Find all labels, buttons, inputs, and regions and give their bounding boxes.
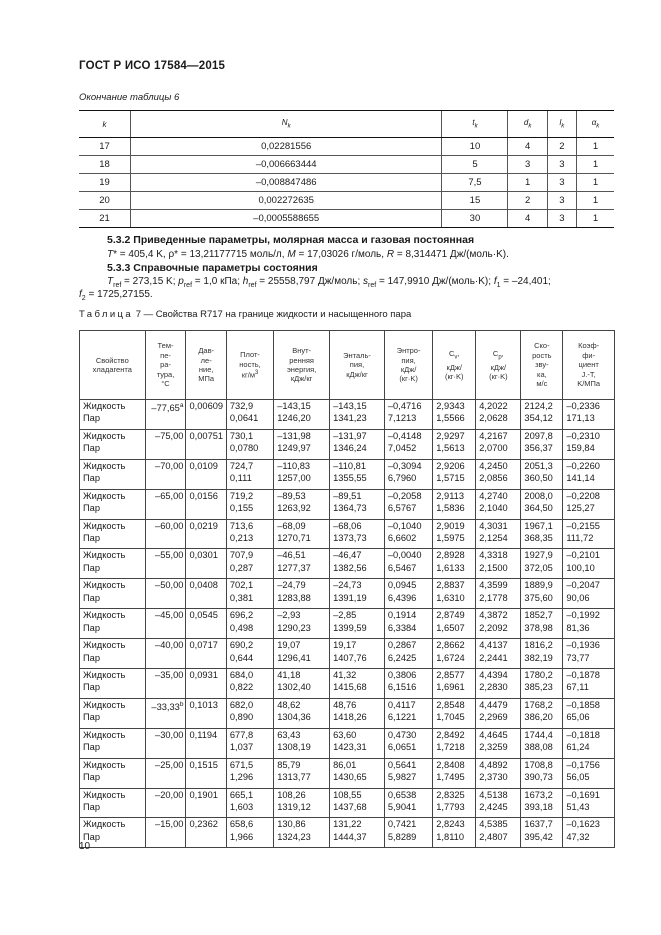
table6-cell: 2: [547, 138, 576, 156]
cv-cell: 2,9343 1,5566: [433, 400, 476, 430]
state-label-cell: Жидкость Пар: [80, 609, 146, 639]
density-cell: 724,7 0,111: [226, 459, 273, 489]
joule-thomson-cell: –0,2155 111,72: [563, 519, 615, 549]
internal-energy-cell: –68,09 1270,71: [274, 519, 330, 549]
internal-energy-cell: –143,15 1246,20: [274, 400, 330, 430]
table6-cell: 3: [547, 174, 576, 192]
joule-thomson-cell: –0,2101 100,10: [563, 549, 615, 579]
table6-cell: –0,006663444: [130, 156, 441, 174]
joule-thomson-cell: –0,2310 159,84: [563, 429, 615, 459]
sound-speed-cell: 1816,2 382,19: [521, 639, 563, 669]
cv-cell: 2,9113 1,5836: [433, 489, 476, 519]
temperature-cell: –40,00: [145, 639, 186, 669]
entropy-cell: 0,2867 6,2425: [384, 639, 432, 669]
joule-thomson-cell: –0,1858 65,06: [563, 698, 615, 728]
temperature-cell: –50,00: [145, 579, 186, 609]
table6-cell: 3: [508, 156, 547, 174]
table6-cell: 4: [508, 210, 547, 228]
table6-cell: 1: [577, 174, 615, 192]
pressure-cell: 0,1013: [186, 698, 226, 728]
internal-energy-cell: 108,26 1319,12: [274, 788, 330, 818]
table7-row: [80, 519, 615, 549]
entropy-cell: –0,4148 7,0452: [384, 429, 432, 459]
enthalpy-cell: 86,01 1430,65: [330, 758, 385, 788]
cv-cell: 2,8662 1,6724: [433, 639, 476, 669]
state-label-cell: Жидкость Пар: [80, 758, 146, 788]
cp-cell: 4,3872 2,2092: [476, 609, 521, 639]
cv-cell: 2,9019 1,5975: [433, 519, 476, 549]
table6-col-header: k: [79, 111, 130, 138]
entropy-cell: –0,2058 6,5767: [384, 489, 432, 519]
cv-cell: 2,9297 1,5613: [433, 429, 476, 459]
section-5-3-3-text-cont: $f_2 = 1725,27155$.: [79, 289, 153, 302]
cp-cell: 4,4645 2,3259: [476, 728, 521, 758]
pressure-cell: 0,0156: [186, 489, 226, 519]
pressure-cell: 0,0545: [186, 609, 226, 639]
document-title: ГОСТ Р ИСО 17584—2015: [79, 60, 226, 72]
enthalpy-cell: –2,85 1399,59: [330, 609, 385, 639]
table6-row: [79, 174, 614, 192]
sound-speed-cell: 1708,8 390,73: [521, 758, 563, 788]
col-header-property: Свойство хладагента: [80, 331, 146, 400]
joule-thomson-cell: –0,2208 125,27: [563, 489, 615, 519]
internal-energy-cell: 19,07 1296,41: [274, 639, 330, 669]
temperature-cell: –45,00: [145, 609, 186, 639]
internal-energy-cell: –2,93 1290,23: [274, 609, 330, 639]
table7-row: [80, 728, 615, 758]
internal-energy-cell: 130,86 1324,23: [274, 818, 330, 848]
section-5-3-3-text: $T_{ref} = 273,15$ K; $p_{ref} = 1,0$ кПа; $h_{ref} = 25558,797$ Дж/моль; $s_{ref} = 147,9910$ Дж/(моль·K); $f_1 = -24,401$;: [107, 276, 551, 289]
state-label-cell: Жидкость Пар: [80, 400, 146, 430]
enthalpy-cell: –110,81 1355,55: [330, 459, 385, 489]
sound-speed-cell: 1967,1 368,35: [521, 519, 563, 549]
pressure-cell: 0,0219: [186, 519, 226, 549]
enthalpy-cell: 131,22 1444,37: [330, 818, 385, 848]
sound-speed-cell: 2008,0 364,50: [521, 489, 563, 519]
table7-header-row: [80, 331, 615, 400]
col-header-entropy: Энтро- пия, кДж/ (кг·K): [384, 331, 432, 400]
table7-row: [80, 489, 615, 519]
cp-cell: 4,4479 2,2969: [476, 698, 521, 728]
cp-cell: 4,5138 2,4245: [476, 788, 521, 818]
table6-col-header: $\alpha_k$: [577, 111, 615, 138]
density-cell: 707,9 0,287: [226, 549, 273, 579]
table6-col-header: $l_k$: [547, 111, 576, 138]
section-5-3-3-heading: 5.3.3 Справочные параметры состояния: [107, 262, 318, 274]
section-5-3-2-heading: 5.3.2 Приведенные параметры, молярная масса и газовая постоянная: [107, 234, 475, 246]
enthalpy-cell: –24,73 1391,19: [330, 579, 385, 609]
pressure-cell: 0,00609: [186, 400, 226, 430]
sound-speed-cell: 1637,7 395,42: [521, 818, 563, 848]
table6-col-header: $N_k$: [130, 111, 441, 138]
sound-speed-cell: 1744,4 388,08: [521, 728, 563, 758]
table7-row: [80, 669, 615, 699]
internal-energy-cell: –110,83 1257,00: [274, 459, 330, 489]
table6-cell: 1: [577, 156, 615, 174]
internal-energy-cell: –89,53 1263,92: [274, 489, 330, 519]
internal-energy-cell: 48,62 1304,36: [274, 698, 330, 728]
joule-thomson-cell: –0,2336 171,13: [563, 400, 615, 430]
entropy-cell: 0,4117 6,1221: [384, 698, 432, 728]
sound-speed-cell: 2051,3 360,50: [521, 459, 563, 489]
entropy-cell: –0,3094 6,7960: [384, 459, 432, 489]
joule-thomson-cell: –0,1936 73,77: [563, 639, 615, 669]
table6-caption: Окончание таблицы 6: [79, 92, 180, 103]
density-cell: 719,2 0,155: [226, 489, 273, 519]
density-cell: 690,2 0,644: [226, 639, 273, 669]
entropy-cell: 0,0945 6,4396: [384, 579, 432, 609]
table6-row: [79, 210, 614, 228]
pressure-cell: 0,0301: [186, 549, 226, 579]
table6-cell: 15: [442, 192, 508, 210]
cv-cell: 2,8492 1,7218: [433, 728, 476, 758]
temperature-cell: –35,00: [145, 669, 186, 699]
cp-cell: 4,5385 2,4807: [476, 818, 521, 848]
enthalpy-cell: –68,06 1373,73: [330, 519, 385, 549]
table6-row: [79, 156, 614, 174]
table7-row: [80, 698, 615, 728]
table6-cell: 21: [79, 210, 130, 228]
joule-thomson-cell: –0,1691 51,43: [563, 788, 615, 818]
table6-cell: 17: [99, 141, 110, 152]
state-label-cell: Жидкость Пар: [80, 818, 146, 848]
state-label-cell: Жидкость Пар: [80, 549, 146, 579]
section-5-3-2-text: T* = 405,4 K, ρ* = 13,21177715 моль/л, M = 17,03026 г/моль, R = 8,314471 Дж/(моль·K).: [107, 249, 509, 260]
table6-col-header: $t_k$: [442, 111, 508, 138]
table6-cell: 3: [547, 210, 576, 228]
internal-energy-cell: –24,79 1283,88: [274, 579, 330, 609]
joule-thomson-cell: –0,2260 141,14: [563, 459, 615, 489]
enthalpy-cell: 63,60 1423,31: [330, 728, 385, 758]
table6-cell: 2: [508, 192, 547, 210]
state-label-cell: Жидкость Пар: [80, 579, 146, 609]
table7-row: [80, 609, 615, 639]
density-cell: 658,6 1,966: [226, 818, 273, 848]
table6-cell: –0,008847486: [130, 174, 441, 192]
table7-row: [80, 818, 615, 848]
cp-cell: 4,4394 2,2830: [476, 669, 521, 699]
table7-row: [80, 429, 615, 459]
table7-row: [80, 579, 615, 609]
state-label-cell: Жидкость Пар: [80, 429, 146, 459]
density-cell: 702,1 0,381: [226, 579, 273, 609]
col-header-sound-speed: Ско- рость зву- ка, м/с: [521, 331, 563, 400]
joule-thomson-cell: –0,1878 67,11: [563, 669, 615, 699]
table6-cell: 20: [79, 192, 130, 210]
temperature-cell: –75,00: [145, 429, 186, 459]
table7-row: [80, 758, 615, 788]
table6-cell: 19: [79, 174, 130, 192]
temperature-cell: –33,33$^b$: [145, 698, 186, 728]
internal-energy-cell: –46,51 1277,37: [274, 549, 330, 579]
table6-cell: 10: [442, 138, 508, 156]
entropy-cell: 0,5641 5,9827: [384, 758, 432, 788]
table7-row: [80, 788, 615, 818]
sound-speed-cell: 1780,2 385,23: [521, 669, 563, 699]
cv-cell: 2,8577 1,6961: [433, 669, 476, 699]
cv-cell: 2,8408 1,7495: [433, 758, 476, 788]
joule-thomson-cell: –0,2047 90,06: [563, 579, 615, 609]
enthalpy-cell: 19,17 1407,76: [330, 639, 385, 669]
density-cell: 713,6 0,213: [226, 519, 273, 549]
joule-thomson-cell: –0,1623 47,32: [563, 818, 615, 848]
joule-thomson-cell: –0,1992 81,36: [563, 609, 615, 639]
cv-cell: 2,8325 1,7793: [433, 788, 476, 818]
cv-cell: 2,8928 1,6133: [433, 549, 476, 579]
table6-cell: 3: [547, 156, 576, 174]
table6-cell: 18: [79, 156, 130, 174]
cp-cell: 4,3599 2,1778: [476, 579, 521, 609]
table6-row: [79, 192, 614, 210]
table6-header-row: [79, 111, 614, 138]
table7-row: [80, 459, 615, 489]
cv-cell: 2,9206 1,5715: [433, 459, 476, 489]
col-header-joule-thomson: Коэф- фи- циент J.-T, K/МПа: [563, 331, 615, 400]
entropy-cell: –0,1040 6,6602: [384, 519, 432, 549]
sound-speed-cell: 2097,8 356,37: [521, 429, 563, 459]
table7-row: [80, 549, 615, 579]
temperature-cell: –15,00: [145, 818, 186, 848]
temperature-cell: –65,00: [145, 489, 186, 519]
sound-speed-cell: 1673,2 393,18: [521, 788, 563, 818]
density-cell: 677,8 1,037: [226, 728, 273, 758]
table7-row: [80, 639, 615, 669]
pressure-cell: 0,1194: [186, 728, 226, 758]
table6: [79, 110, 614, 228]
col-header-pressure: Дав- ле- ние, МПа: [186, 331, 226, 400]
table6-cell: 30: [442, 210, 508, 228]
cp-cell: 4,2450 2,0856: [476, 459, 521, 489]
density-cell: 730,1 0,0780: [226, 429, 273, 459]
pressure-cell: 0,0408: [186, 579, 226, 609]
cp-cell: 4,3031 2,1254: [476, 519, 521, 549]
joule-thomson-cell: –0,1818 61,24: [563, 728, 615, 758]
table6-cell: 5: [442, 156, 508, 174]
state-label-cell: Жидкость Пар: [80, 459, 146, 489]
temperature-cell: –55,00: [145, 549, 186, 579]
temperature-cell: –25,00: [145, 758, 186, 788]
table7: [79, 330, 615, 848]
density-cell: 682,0 0,890: [226, 698, 273, 728]
density-cell: 671,5 1,296: [226, 758, 273, 788]
cp-cell: 4,2167 2,0700: [476, 429, 521, 459]
cv-cell: 2,8243 1,8110: [433, 818, 476, 848]
table7-caption: Таблица 7 — Свойства R717 на границе жидкости и насыщенного пара: [79, 309, 412, 320]
density-cell: 665,1 1,603: [226, 788, 273, 818]
internal-energy-cell: 85,79 1313,77: [274, 758, 330, 788]
state-label-cell: Жидкость Пар: [80, 489, 146, 519]
table6-col-header: $d_k$: [508, 111, 547, 138]
col-header-cp: $C_p$, кДж/ (кг·K): [476, 331, 521, 400]
state-label-cell: Жидкость Пар: [80, 698, 146, 728]
sound-speed-cell: 1852,7 378,98: [521, 609, 563, 639]
col-header-internal-energy: Внут- ренняя энергия, кДж/кг: [274, 331, 330, 400]
table6-cell: 0,002272635: [130, 192, 441, 210]
enthalpy-cell: 48,76 1418,26: [330, 698, 385, 728]
pressure-cell: 0,1901: [186, 788, 226, 818]
cp-cell: 4,2740 2,1040: [476, 489, 521, 519]
page-number: 10: [79, 841, 91, 852]
table6-row: [79, 138, 614, 156]
table6-cell: 0,02281556: [130, 138, 441, 156]
entropy-cell: 0,6538 5,9041: [384, 788, 432, 818]
table6-cell: –0,0005588655: [130, 210, 441, 228]
table6-cell: 1: [577, 192, 615, 210]
state-label-cell: Жидкость Пар: [80, 639, 146, 669]
cp-cell: 4,2022 2,0628: [476, 400, 521, 430]
table6-cell: 7,5: [442, 174, 508, 192]
temperature-cell: –20,00: [145, 788, 186, 818]
density-cell: 696,2 0,498: [226, 609, 273, 639]
table6-cell: 1: [577, 138, 615, 156]
state-label-cell: Жидкость Пар: [80, 519, 146, 549]
enthalpy-cell: 41,32 1415,68: [330, 669, 385, 699]
cp-cell: 4,4137 2,2441: [476, 639, 521, 669]
entropy-cell: 0,4730 6,0651: [384, 728, 432, 758]
internal-energy-cell: 63,43 1308,19: [274, 728, 330, 758]
enthalpy-cell: –143,15 1341,23: [330, 400, 385, 430]
col-header-cv: $C_v$, кДж/ (кг·K): [433, 331, 476, 400]
density-cell: 732,9 0,0641: [226, 400, 273, 430]
state-label-cell: Жидкость Пар: [80, 728, 146, 758]
table6-cell: 1: [508, 174, 547, 192]
table6-cell: 1: [577, 210, 615, 228]
pressure-cell: 0,0717: [186, 639, 226, 669]
state-label-cell: Жидкость Пар: [80, 788, 146, 818]
internal-energy-cell: 41,18 1302,40: [274, 669, 330, 699]
entropy-cell: 0,1914 6,3384: [384, 609, 432, 639]
col-header-temperature: Тем- пе- ра- тура, °C: [145, 331, 186, 400]
table6-cell: 4: [508, 138, 547, 156]
state-label-cell: Жидкость Пар: [80, 669, 146, 699]
enthalpy-cell: –89,51 1364,73: [330, 489, 385, 519]
enthalpy-cell: –46,47 1382,56: [330, 549, 385, 579]
pressure-cell: 0,2362: [186, 818, 226, 848]
entropy-cell: –0,0040 6,5467: [384, 549, 432, 579]
cv-cell: 2,8837 1,6310: [433, 579, 476, 609]
table6-cell: 3: [547, 192, 576, 210]
cp-cell: 4,3318 2,1500: [476, 549, 521, 579]
pressure-cell: 0,0931: [186, 669, 226, 699]
enthalpy-cell: –131,97 1346,24: [330, 429, 385, 459]
pressure-cell: 0,1515: [186, 758, 226, 788]
sound-speed-cell: 1927,9 372,05: [521, 549, 563, 579]
temperature-cell: –30,00: [145, 728, 186, 758]
col-header-density: Плот- ность, $кг/м^3$: [226, 331, 273, 400]
sound-speed-cell: 2124,2 354,12: [521, 400, 563, 430]
sound-speed-cell: 1768,2 386,20: [521, 698, 563, 728]
temperature-cell: –60,00: [145, 519, 186, 549]
pressure-cell: 0,0109: [186, 459, 226, 489]
col-header-enthalpy: Энталь- пия, кДж/кг: [330, 331, 385, 400]
temperature-cell: –77,65$^a$: [145, 400, 186, 430]
density-cell: 684,0 0,822: [226, 669, 273, 699]
entropy-cell: –0,4716 7,1213: [384, 400, 432, 430]
temperature-cell: –70,00: [145, 459, 186, 489]
cv-cell: 2,8749 1,6507: [433, 609, 476, 639]
pressure-cell: 0,00751: [186, 429, 226, 459]
cp-cell: 4,4892 2,3730: [476, 758, 521, 788]
entropy-cell: 0,3806 6,1516: [384, 669, 432, 699]
entropy-cell: 0,7421 5,8289: [384, 818, 432, 848]
joule-thomson-cell: –0,1756 56,05: [563, 758, 615, 788]
internal-energy-cell: –131,98 1249,97: [274, 429, 330, 459]
table7-row: [80, 400, 615, 430]
enthalpy-cell: 108,55 1437,68: [330, 788, 385, 818]
sound-speed-cell: 1889,9 375,60: [521, 579, 563, 609]
cv-cell: 2,8548 1,7045: [433, 698, 476, 728]
